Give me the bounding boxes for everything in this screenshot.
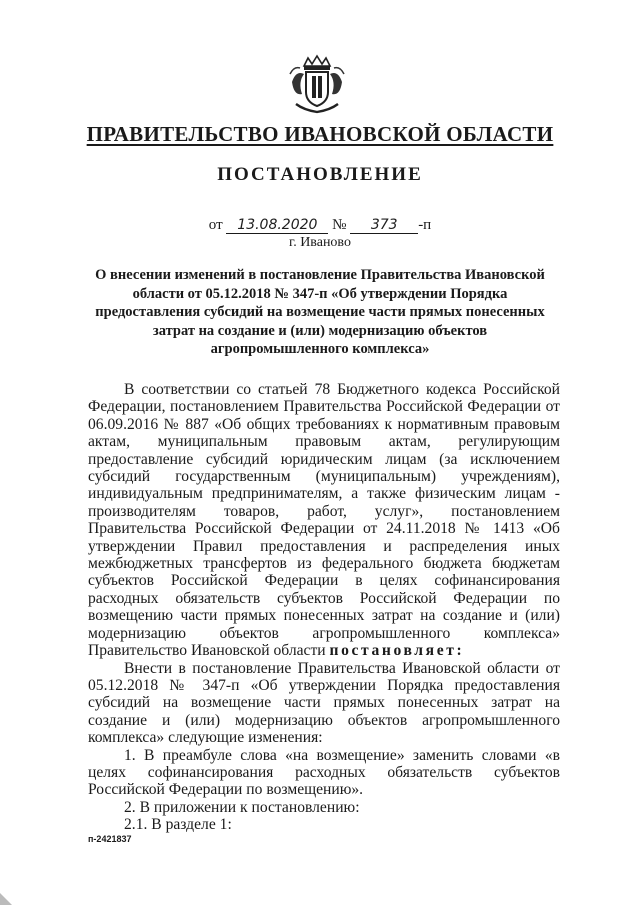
- government-title: ПРАВИТЕЛЬСТВО ИВАНОВСКОЙ ОБЛАСТИ: [86, 122, 554, 146]
- preamble-text: В соответствии со статьей 78 Бюджетного кодекса Российской Федерации, постановлением Правительства Российской Федерации от 06.09.2016 № 887 «Об общих требованиях к нормативным правовым актам, муниципальным правовым актам, регулирующим предоставление субсидий юридическим лицам (за исключением субсидий государственным (муниципальным) учреждениям), индивидуальным предпринимателям, а также физическим лицам - производителям товаров, работ, услуг», постановлением Правительства Российской Федерации от 24.11.2018 № 1413 «Об утверждении Правил предоставления и распределения иных межбюджетных трансфертов из федерального бюджета бюджетам субъектов Российской Федерации в целях софинансирования расходных обязательств субъектов Российской Федерации по возмещению части прямых понесенных затрат на создание и (или) модернизацию объектов агропромышленного комплекса» Правительство Ивановской области: [88, 381, 560, 660]
- date-from-label: от: [208, 217, 223, 233]
- document-code: п-2421837: [88, 834, 132, 844]
- handwritten-date: 13.08.2020: [226, 217, 328, 234]
- paragraph-item-2-1: 2.1. В разделе 1:: [124, 816, 232, 834]
- paragraph-item-1: 1. В преамбуле слова «на возмещение» заменить словами «в целях софинансирования расходных обязательств субъектов Российской Федерации по возмещению».: [88, 746, 560, 799]
- paragraph-item-2: 2. В приложении к постановлению:: [124, 798, 360, 816]
- resolves-word: постановляет:: [329, 642, 465, 660]
- document-body: [88, 381, 560, 834]
- coat-of-arms-icon: [284, 52, 350, 118]
- number-suffix: -п: [418, 217, 432, 233]
- resolution-heading: О внесении изменений в постановление Правительства Ивановской области от 05.12.2018 № 347-п «Об утверждении Порядка предоставления субсидий на возмещение части прямых понесенных затрат на создание и (или) модернизацию объектов агропромышленного комплекса»: [95, 267, 545, 357]
- paragraph-preamble: [88, 381, 560, 660]
- city-line: г. Иваново: [289, 235, 351, 250]
- date-line: [0, 217, 640, 234]
- document-type: ПОСТАНОВЛЕНИЕ: [217, 164, 423, 185]
- paragraph-amendment-intro: Внести в постановление Правительства Ивановской области от 05.12.2018 № 347-п «Об утверждении Порядка предоставления субсидий на возмещение части прямых понесенных затрат на создание и (или) модернизацию объектов агропромышленного комплекса» следующие изменения:: [88, 659, 560, 747]
- handwritten-number: 373: [350, 217, 418, 234]
- number-label: №: [332, 217, 347, 233]
- scan-corner-mark: [0, 893, 12, 905]
